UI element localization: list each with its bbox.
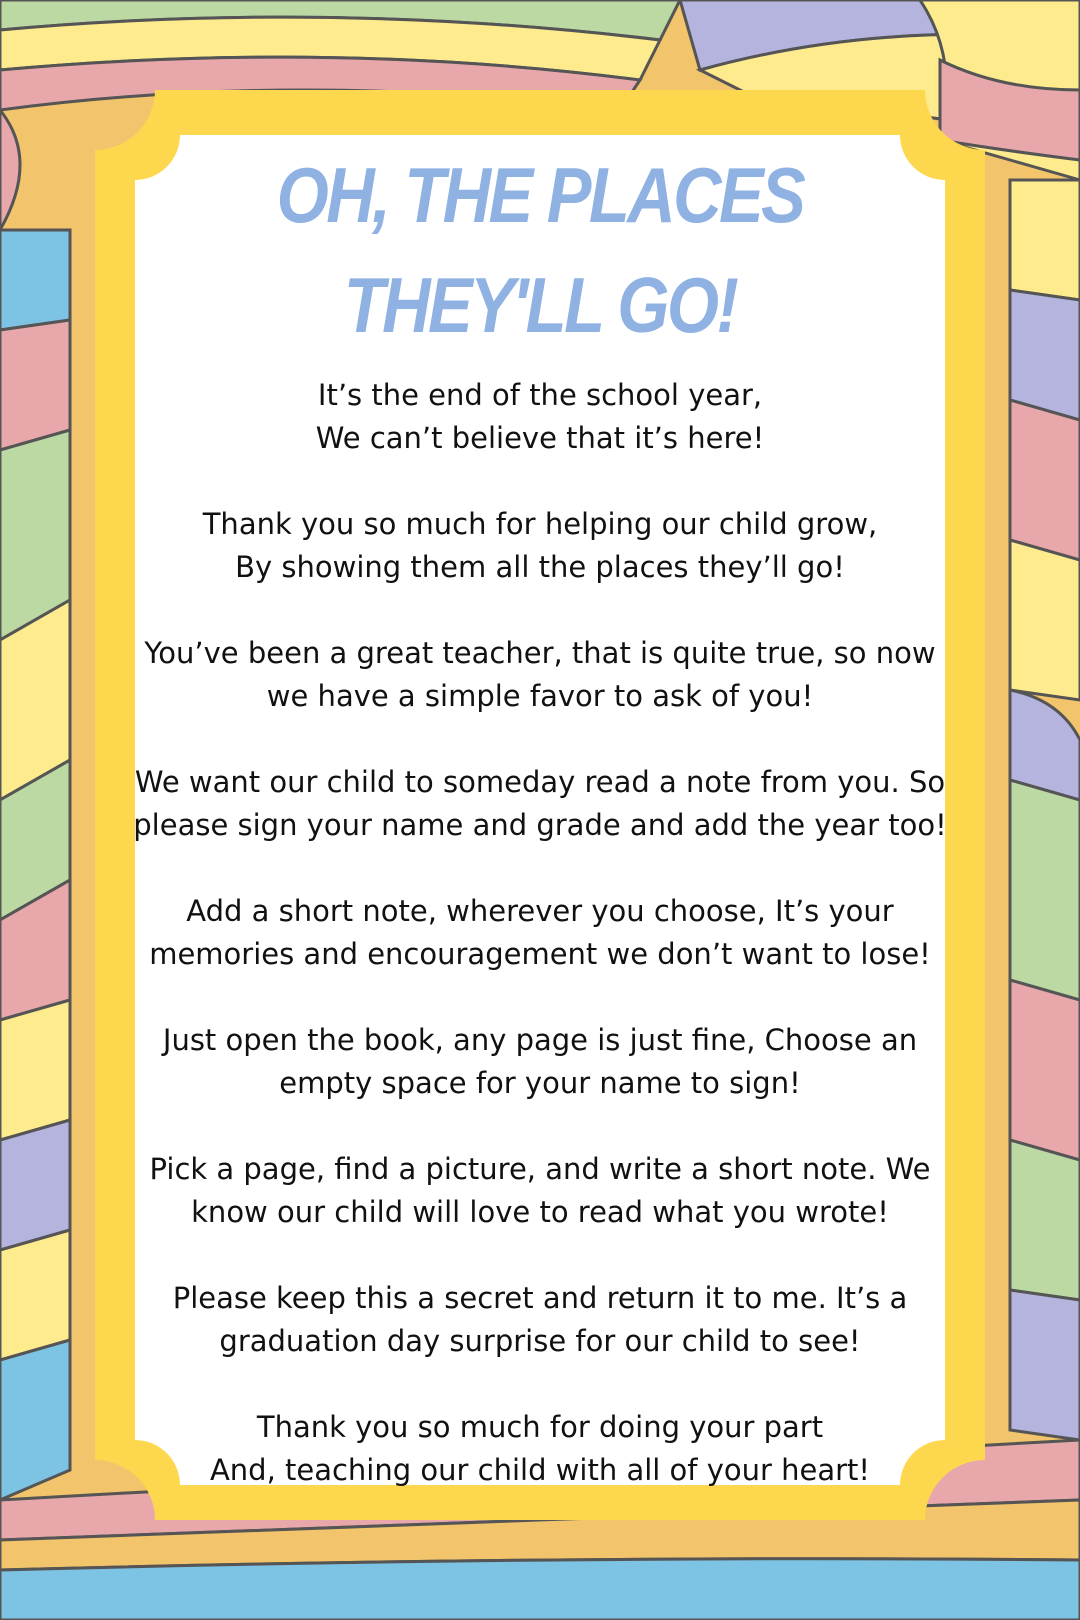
verse [100, 1406, 980, 1492]
verse [100, 632, 980, 718]
verse-line: You’ve been a great teacher, that is quite true, so now [144, 636, 936, 670]
verse [100, 1277, 980, 1363]
verse [100, 761, 980, 847]
verse-line: empty space for your name to sign! [279, 1066, 801, 1100]
verse-line: we have a simple favor to ask of you! [266, 679, 814, 713]
verse-line: We can’t believe that it’s here! [315, 421, 765, 455]
title-line-2: THEY'LL GO! [343, 261, 737, 349]
letter-content [100, 140, 980, 1490]
verse-line: Thank you so much for helping our child grow, [202, 507, 878, 541]
verse-line: It’s the end of the school year, [317, 378, 763, 412]
verse-line: We want our child to someday read a note from you. So [134, 765, 946, 799]
verse-line: memories and encouragement we don’t want to lose! [149, 937, 931, 971]
verse-line: Please keep this a secret and return it to me. It’s a [172, 1281, 908, 1315]
verse-line: Just open the book, any page is just fine, Choose an [162, 1023, 918, 1057]
verse-line: And, teaching our child with all of your heart! [209, 1453, 871, 1487]
verse [100, 890, 980, 976]
verse [100, 1019, 980, 1105]
verse-line: Thank you so much for doing your part [256, 1410, 824, 1444]
verse-line: By showing them all the places they’ll go! [235, 550, 845, 584]
poem [100, 374, 980, 1492]
verse-line: Pick a page, find a picture, and write a short note. We [149, 1152, 931, 1186]
page-title [162, 140, 919, 360]
verse [100, 374, 980, 460]
verse [100, 503, 980, 589]
verse-line: know our child will love to read what you wrote! [191, 1195, 889, 1229]
verse-line: please sign your name and grade and add the year too! [133, 808, 947, 842]
verse-line: graduation day surprise for our child to see! [219, 1324, 861, 1358]
verse-line: Add a short note, wherever you choose, It’s your [186, 894, 894, 928]
title-line-1: OH, THE PLACES [276, 151, 804, 239]
verse [100, 1148, 980, 1234]
